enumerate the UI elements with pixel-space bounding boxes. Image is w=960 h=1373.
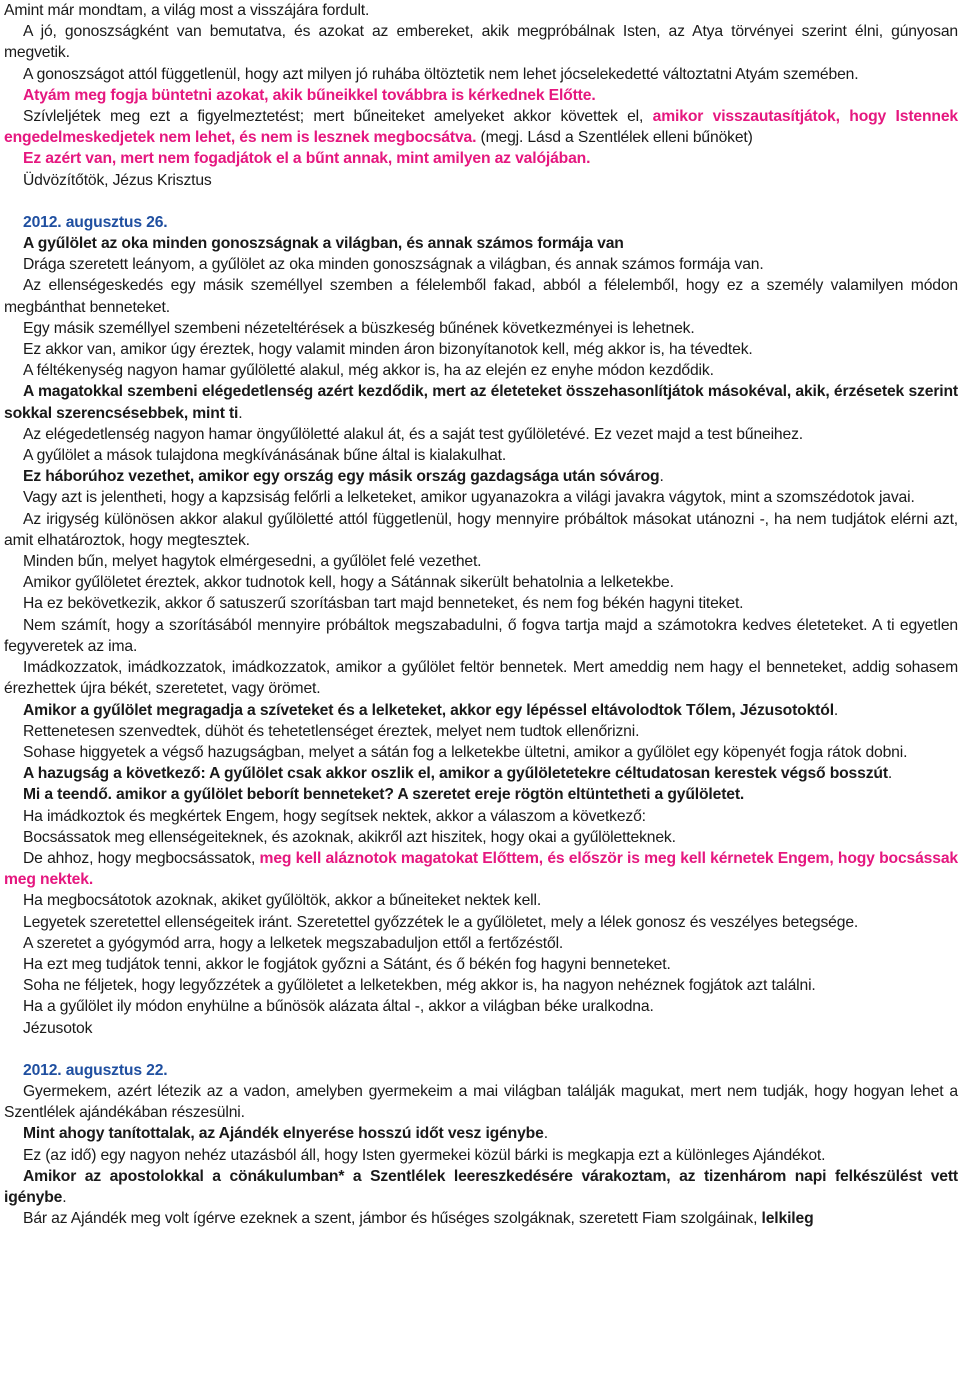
paragraph [4,763,958,784]
paragraph [4,360,958,381]
paragraph-spacer [4,1039,958,1060]
paragraph [4,721,958,742]
paragraph [4,339,958,360]
paragraph [4,933,958,954]
paragraph [4,275,958,317]
bold-emphasis: A gyűlölet az oka minden gonoszságnak a világban, és annak számos formája van [23,235,624,253]
text-run: . [238,404,243,422]
text-run: Jézusotok [23,1019,93,1037]
paragraph [4,1081,958,1123]
paragraph [4,742,958,763]
paragraph [4,615,958,657]
date-heading: 2012. augusztus 22. [23,1061,168,1079]
text-run: Bár az Ajándék meg volt ígérve ezeknek a szent, jámbor és hűséges szolgáknak, szeretett Fiam szolgáinak, [23,1210,762,1228]
text-run: A féltékenység nagyon hamar gyűlöletté alakul, még akkor is, ha az elején ez enyhe módon kezdődik. [23,362,714,380]
paragraph [4,912,958,933]
text-run: Ha megbocsátotok azoknak, akiket gyűlöltök, akkor a bűneiteket nektek kell. [23,892,542,910]
paragraph [4,1123,958,1144]
text-run: (megj. Lásd a Szentlélek elleni bűnöket) [476,129,753,147]
text-run: Ez akkor van, amikor úgy éreztek, hogy valamit minden áron bizonyítanotok kell, még akkor is, ha tévedtek. [23,341,753,359]
text-run: Vagy azt is jelentheti, hogy a kapzsiság felőrli a lelketeket, amikor ugyanazokra a világi javakra vágytok, mint a szomszédotok javai. [23,489,915,507]
paragraph [4,848,958,890]
paragraph [4,657,958,699]
paragraph [4,954,958,975]
magenta-emphasis: Atyám meg fogja büntetni azokat, akik bűneikkel továbbra is kérkednek Előtte. [23,86,596,104]
paragraph [4,1208,958,1229]
text-run: . [62,1188,67,1206]
text-run: . [833,701,839,719]
text-run: Nem számít, hogy a szorításából mennyire próbáltok megszabadulni, ő fogva tartja majd a számotokra kedves életeteket. A ti egyetlen fegyveretek az ima. [4,616,958,655]
text-run: Bocsássatok meg ellenségeiteknek, és azoknak, akikről azt hiszitek, hogy okai a gyűlöletteknek. [23,828,676,846]
text-run: . [887,765,893,783]
bold-emphasis: Mint ahogy tanítottalak, az Ajándék elnyerése hosszú időt vesz igénybe [23,1125,544,1143]
paragraph-spacer [4,191,958,212]
paragraph [4,0,958,21]
date-heading: 2012. augusztus 26. [23,213,168,231]
paragraph [4,254,958,275]
paragraph [4,64,958,85]
text-run: Szívleljétek meg ezt a figyelmeztetést; mert bűneiteket amelyeket akkor követtek el, [23,108,653,126]
paragraph [4,445,958,466]
paragraph [4,424,958,445]
bold-emphasis: Amikor az apostolokkal a cönákulumban* a Szentlélek leereszkedésére várakoztam, az tizenhárom napi felkészülést vett igénybe [4,1167,958,1206]
paragraph [4,466,958,487]
text-run: Ha a gyűlölet ily módon enyhülne a bűnösök alázata által -, akkor a világban béke uralkodna. [23,998,654,1016]
paragraph [4,318,958,339]
paragraph [4,784,958,805]
text-run: . [543,1125,548,1143]
text-run: A gyűlölet a mások tulajdona megkívánásának bűne által is kialakulhat. [23,447,507,465]
text-run: De ahhoz, hogy megbocsássatok, [23,849,260,867]
text-run: Egy másik személlyel szembeni nézeteltérések a büszkeség bűnének következményei is lehetnek. [23,319,695,337]
text-run: Drága szeretett leányom, a gyűlölet az oka minden gonoszságnak a világban, és annak számos formája van. [23,256,764,274]
bold-emphasis: lelkileg [761,1210,814,1228]
text-run: Ha imádkoztok és megkértek Engem, hogy segítsek nektek, akkor a válaszom a következő: [23,807,646,825]
paragraph [4,487,958,508]
paragraph [4,975,958,996]
text-run: Imádkozzatok, imádkozzatok, imádkozzatok, amikor a gyűlölet feltör bennetek. Mert ameddig nem hagy el benneteket, addig sohasem érezhettek újra békét, szeretetet, vagy örömet. [4,659,958,698]
text-run: Sohase higgyetek a végső hazugságban, melyet a sátán fog a lelketekbe ültetni, amikor a gyűlölet egy köpenyét fogja rátok dobni. [23,743,908,761]
magenta-emphasis: Ez azért van, mert nem fogadjátok el a bűnt annak, mint amilyen az valójában. [23,150,591,168]
magenta-emphasis: amikor visszautasítjátok, hogy Istennek engedelmeskedjetek nem lehet, és nem is lesznek megbocsátva. [4,108,958,147]
bold-emphasis: Ez háborúhoz vezethet, amikor egy ország egy másik ország gazdagsága után sóvárog [23,468,660,486]
text-run: A szeretet a gyógymód arra, hogy a lelketek megszabaduljon ettől a fertőzéstől. [23,934,564,952]
text-run: Rettenetesen szenvedtek, dühöt és tehetetlenséget éreztek, melyet nem tudtok ellenőrizni. [23,722,640,740]
paragraph [4,148,958,169]
paragraph [4,572,958,593]
paragraph [4,890,958,911]
paragraph [4,806,958,827]
paragraph [4,85,958,106]
paragraph [4,106,958,148]
paragraph [4,827,958,848]
paragraph [4,1145,958,1166]
paragraph [4,381,958,423]
paragraph [4,233,958,254]
text-run: Amikor gyűlöletet éreztek, akkor tudnotok kell, hogy a Sátánnak sikerült behatolnia a lelketekbe. [23,574,674,592]
paragraph [4,551,958,572]
text-run: Ha ez bekövetkezik, akkor ő satuszerű szorításban tart majd benneteket, és nem fog békén hagyni titeket. [23,595,744,613]
paragraph [4,1166,958,1208]
text-run: Az ellenségeskedés egy másik személlyel szemben a félelemből fakad, abból a félelemből, hogy ez a személy valamilyen módon megbánthat benneteket. [4,277,958,316]
text-run: Az elégedetlenség nagyon hamar öngyűlöletté alakul át, és a saját test gyűlöletévé. Ez vezet majd a test bűneihez. [23,425,803,443]
text-run: A jó, gonoszságként van bemutatva, és azokat az embereket, akik megpróbálnak Isten, az Atya törvényei szerint élni, gúnyosan megvetik. [4,23,958,62]
date-paragraph [4,1060,958,1081]
text-run: Ez (az idő) egy nagyon nehéz utazásból áll, hogy Isten gyermekei közül bárki is megkapja ezt a különleges Ajándékot. [23,1146,826,1164]
text-run: Amint már mondtam, a világ most a visszájára fordult. [4,2,370,19]
bold-emphasis: A magatokkal szembeni elégedetlenség azért kezdődik, mert az életeteket összehasonlítjátok másokéval, akik, érzésetek szerint sokkal szerencsésebbek, mint ti [4,383,958,422]
paragraph [4,593,958,614]
text-run: Az irigység különösen akkor alakul gyűlöletté attól függetlenül, hogy mennyire próbáltok másokat utánozni -, ha nem tudjátok elérni azt, amit elhatároztok, hogy megtesztek. [4,510,958,549]
bold-emphasis: Amikor a gyűlölet megragadja a szíveteket és a lelketeket, akkor egy lépéssel eltávolodtok Tőlem, Jézusotoktól [23,701,834,719]
magenta-emphasis: meg kell aláznotok magatokat Előttem, és először is meg kell kérnetek Engem, hogy bocsássak meg nektek. [4,849,958,889]
text-run: Üdvözítőtök, Jézus Krisztus [23,171,212,189]
text-run: Legyetek szeretettel ellenségeitek iránt. Szeretettel győzzétek le a gyűlöletet, mely a lélek gonosz és veszélyes betegsége. [23,913,859,931]
paragraph [4,700,958,721]
text-run: Minden bűn, melyet hagytok elmérgesedni, a gyűlölet felé vezethet. [23,553,482,571]
paragraph [4,21,958,63]
paragraph [4,996,958,1017]
paragraph [4,1018,958,1039]
paragraph [4,170,958,191]
text-run: A gonoszságot attól függetlenül, hogy azt milyen jó ruhába öltöztetik nem lehet jócselekedetté változtatni Atyám szemében. [23,65,859,83]
bold-emphasis: A hazugság a következő: A gyűlölet csak akkor oszlik el, amikor a gyűlöletetekre céltudatosan kerestek végső bosszút [23,765,888,783]
text-run: Gyermekem, azért létezik az a vadon, amelyben gyermekeim a mai világban találják magukat, mert nem tudják, hogy hogyan lehet a Szentlélek ajándékában részesülni. [4,1082,958,1122]
date-paragraph [4,212,958,233]
paragraph [4,509,958,551]
bold-emphasis: Mi a teendő. amikor a gyűlölet beborít benneteket? A szeretet ereje rögtön eltüntetheti a gyűlöletet. [23,786,745,804]
text-run: . [659,468,664,486]
text-run: Ha ezt meg tudjátok tenni, akkor le fogjátok győzni a Sátánt, és ő békén fog hagyni benneteket. [23,955,671,973]
text-run: Soha ne féljetek, hogy legyőzzétek a gyűlöletet a lelketekben, még akkor is, ha nagyon nehéznek fogjátok azt találni. [23,977,816,995]
